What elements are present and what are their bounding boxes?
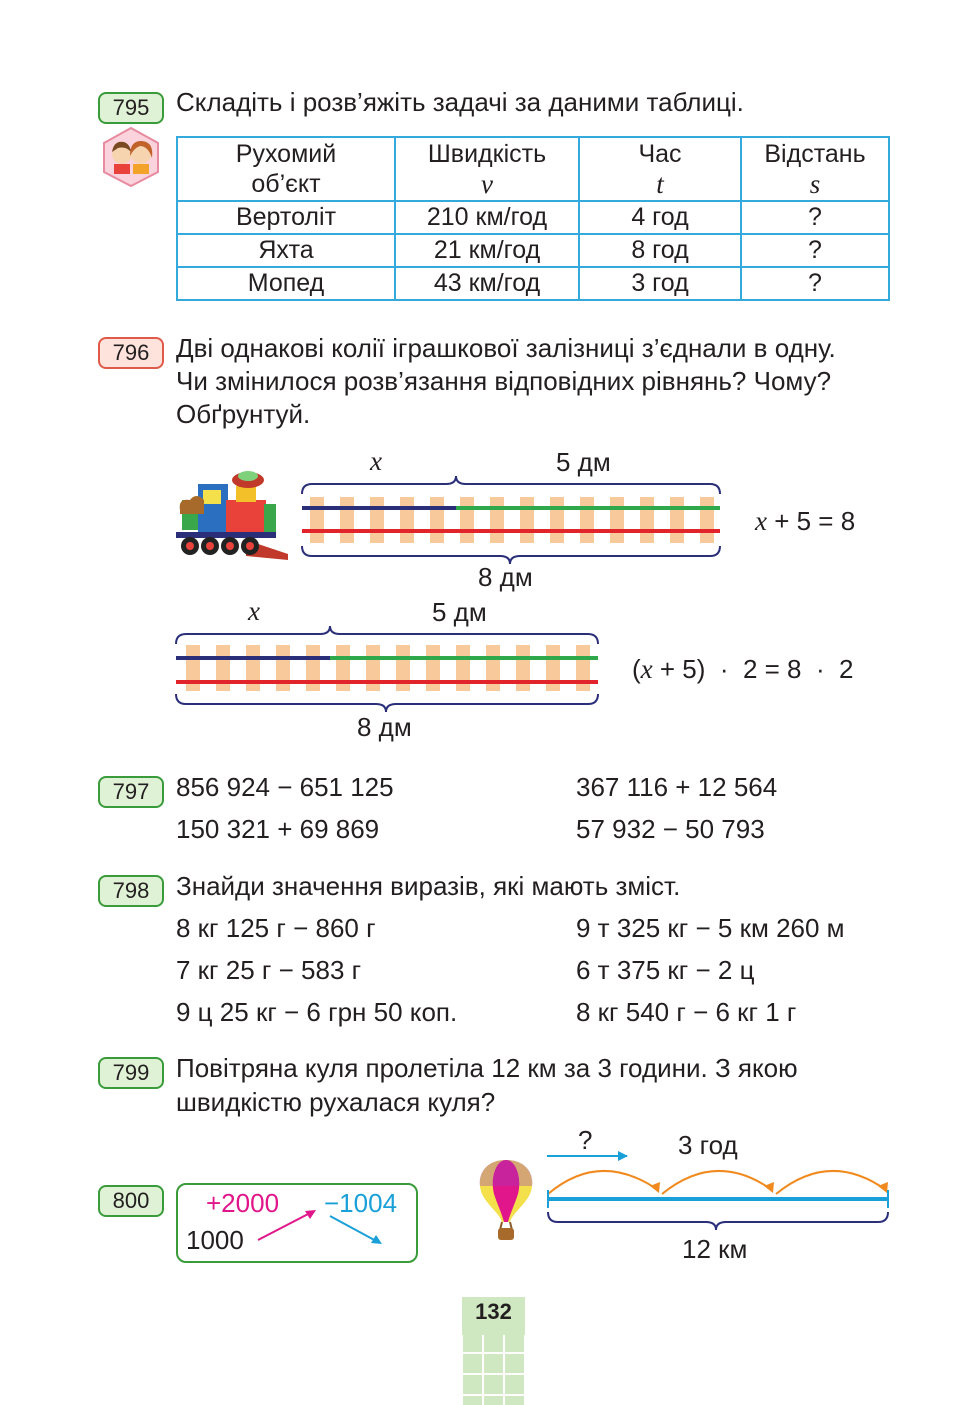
expression: 6 т 375 кг − 2 ц: [576, 955, 755, 985]
page-number: [462, 1297, 525, 1405]
track-1-bottom-label: 8 дм: [478, 562, 533, 592]
track-1-top-label: 5 дм: [556, 447, 611, 477]
table-header-row: [177, 137, 889, 201]
exercise-798-text: Знайди значення виразів, які мають зміст.: [176, 871, 681, 901]
exercise-796-line-1: Дві однакові колії іграшкової залізниці з’єднали в одну.: [176, 333, 836, 363]
expression: 856 924 − 651 125: [176, 772, 394, 802]
equation-2: (x + 5) · 2 = 8 · 2: [632, 654, 854, 684]
expression: 7 кг 25 г − 583 г: [176, 955, 362, 985]
data-table: [176, 136, 890, 301]
exercise-795-text: Складіть і розв’яжіть задачі за даними таблиці.: [176, 87, 744, 117]
track-1: [302, 476, 720, 564]
hot-air-balloon-icon: [474, 1158, 538, 1242]
expression: 367 116 + 12 564: [576, 772, 778, 802]
table-cell: Мопед: [177, 267, 395, 300]
minus-operation: −1004: [324, 1188, 398, 1218]
exercise-number-797: 797: [98, 776, 164, 808]
table-cell: 3 год: [579, 267, 741, 300]
start-value: 1000: [186, 1225, 244, 1255]
speed-question-label: ?: [578, 1125, 593, 1155]
expression: 9 ц 25 кг − 6 грн 50 коп.: [176, 997, 458, 1027]
table-header-cell: Швидкість v: [395, 137, 579, 201]
table-row: [177, 234, 889, 267]
table-cell: Вертоліт: [177, 201, 395, 234]
table-cell: Яхта: [177, 234, 395, 267]
expression: 150 321 + 69 869: [176, 814, 380, 844]
table-cell: 43 км/год: [395, 267, 579, 300]
table-cell: 8 год: [579, 234, 741, 267]
track-2: [176, 626, 598, 712]
table-header-cell: Рухомий об’єкт: [177, 137, 395, 201]
table-cell: 210 км/год: [395, 201, 579, 234]
track-2-top-label: 5 дм: [432, 597, 487, 627]
exercise-796-line-2: Чи змінилося розв’язання відповідних рівнянь? Чому?: [176, 366, 832, 396]
time-label: 3 год: [678, 1130, 738, 1160]
track-2-bottom-label: 8 дм: [357, 712, 412, 742]
exercise-number-795: 795: [98, 92, 164, 124]
equation-1: x + 5 = 8: [755, 506, 856, 536]
table-header-cell: Відстань s: [741, 137, 889, 201]
balloon-diagram: [547, 1151, 888, 1230]
table-row: [177, 201, 889, 234]
distance-label: 12 км: [682, 1234, 748, 1264]
exercise-number-800: 800: [98, 1185, 164, 1217]
expression: 57 932 − 50 793: [576, 814, 765, 844]
exercise-number-799: 799: [98, 1057, 164, 1089]
exercise-number-798: 798: [98, 875, 164, 907]
table-row: [177, 267, 889, 300]
expression: 8 кг 125 г − 860 г: [176, 913, 376, 943]
track-2-x-label: x: [248, 596, 260, 626]
track-1-x-label: x: [370, 446, 382, 476]
page-number-text: 132: [475, 1299, 512, 1324]
plus-operation: +2000: [206, 1188, 280, 1218]
expression: 9 т 325 кг − 5 км 260 м: [576, 913, 845, 943]
exercise-number-796: 796: [98, 337, 164, 369]
exercise-796-line-3: Обґрунтуй.: [176, 399, 311, 429]
table-cell: ?: [741, 234, 889, 267]
table-cell: 21 км/год: [395, 234, 579, 267]
table-header-cell: Час t: [579, 137, 741, 201]
children-icon: [100, 126, 162, 188]
train-icon: [176, 470, 288, 560]
exercise-799-line-1: Повітряна куля пролетіла 12 км за 3 години. З якою: [176, 1053, 798, 1083]
page-number-grid: [462, 1335, 525, 1405]
expression: 8 кг 540 г − 6 кг 1 г: [576, 997, 797, 1027]
table-cell: ?: [741, 267, 889, 300]
exercise-799-line-2: швидкістю рухалася куля?: [176, 1087, 496, 1117]
table-cell: 4 год: [579, 201, 741, 234]
table-cell: ?: [741, 201, 889, 234]
